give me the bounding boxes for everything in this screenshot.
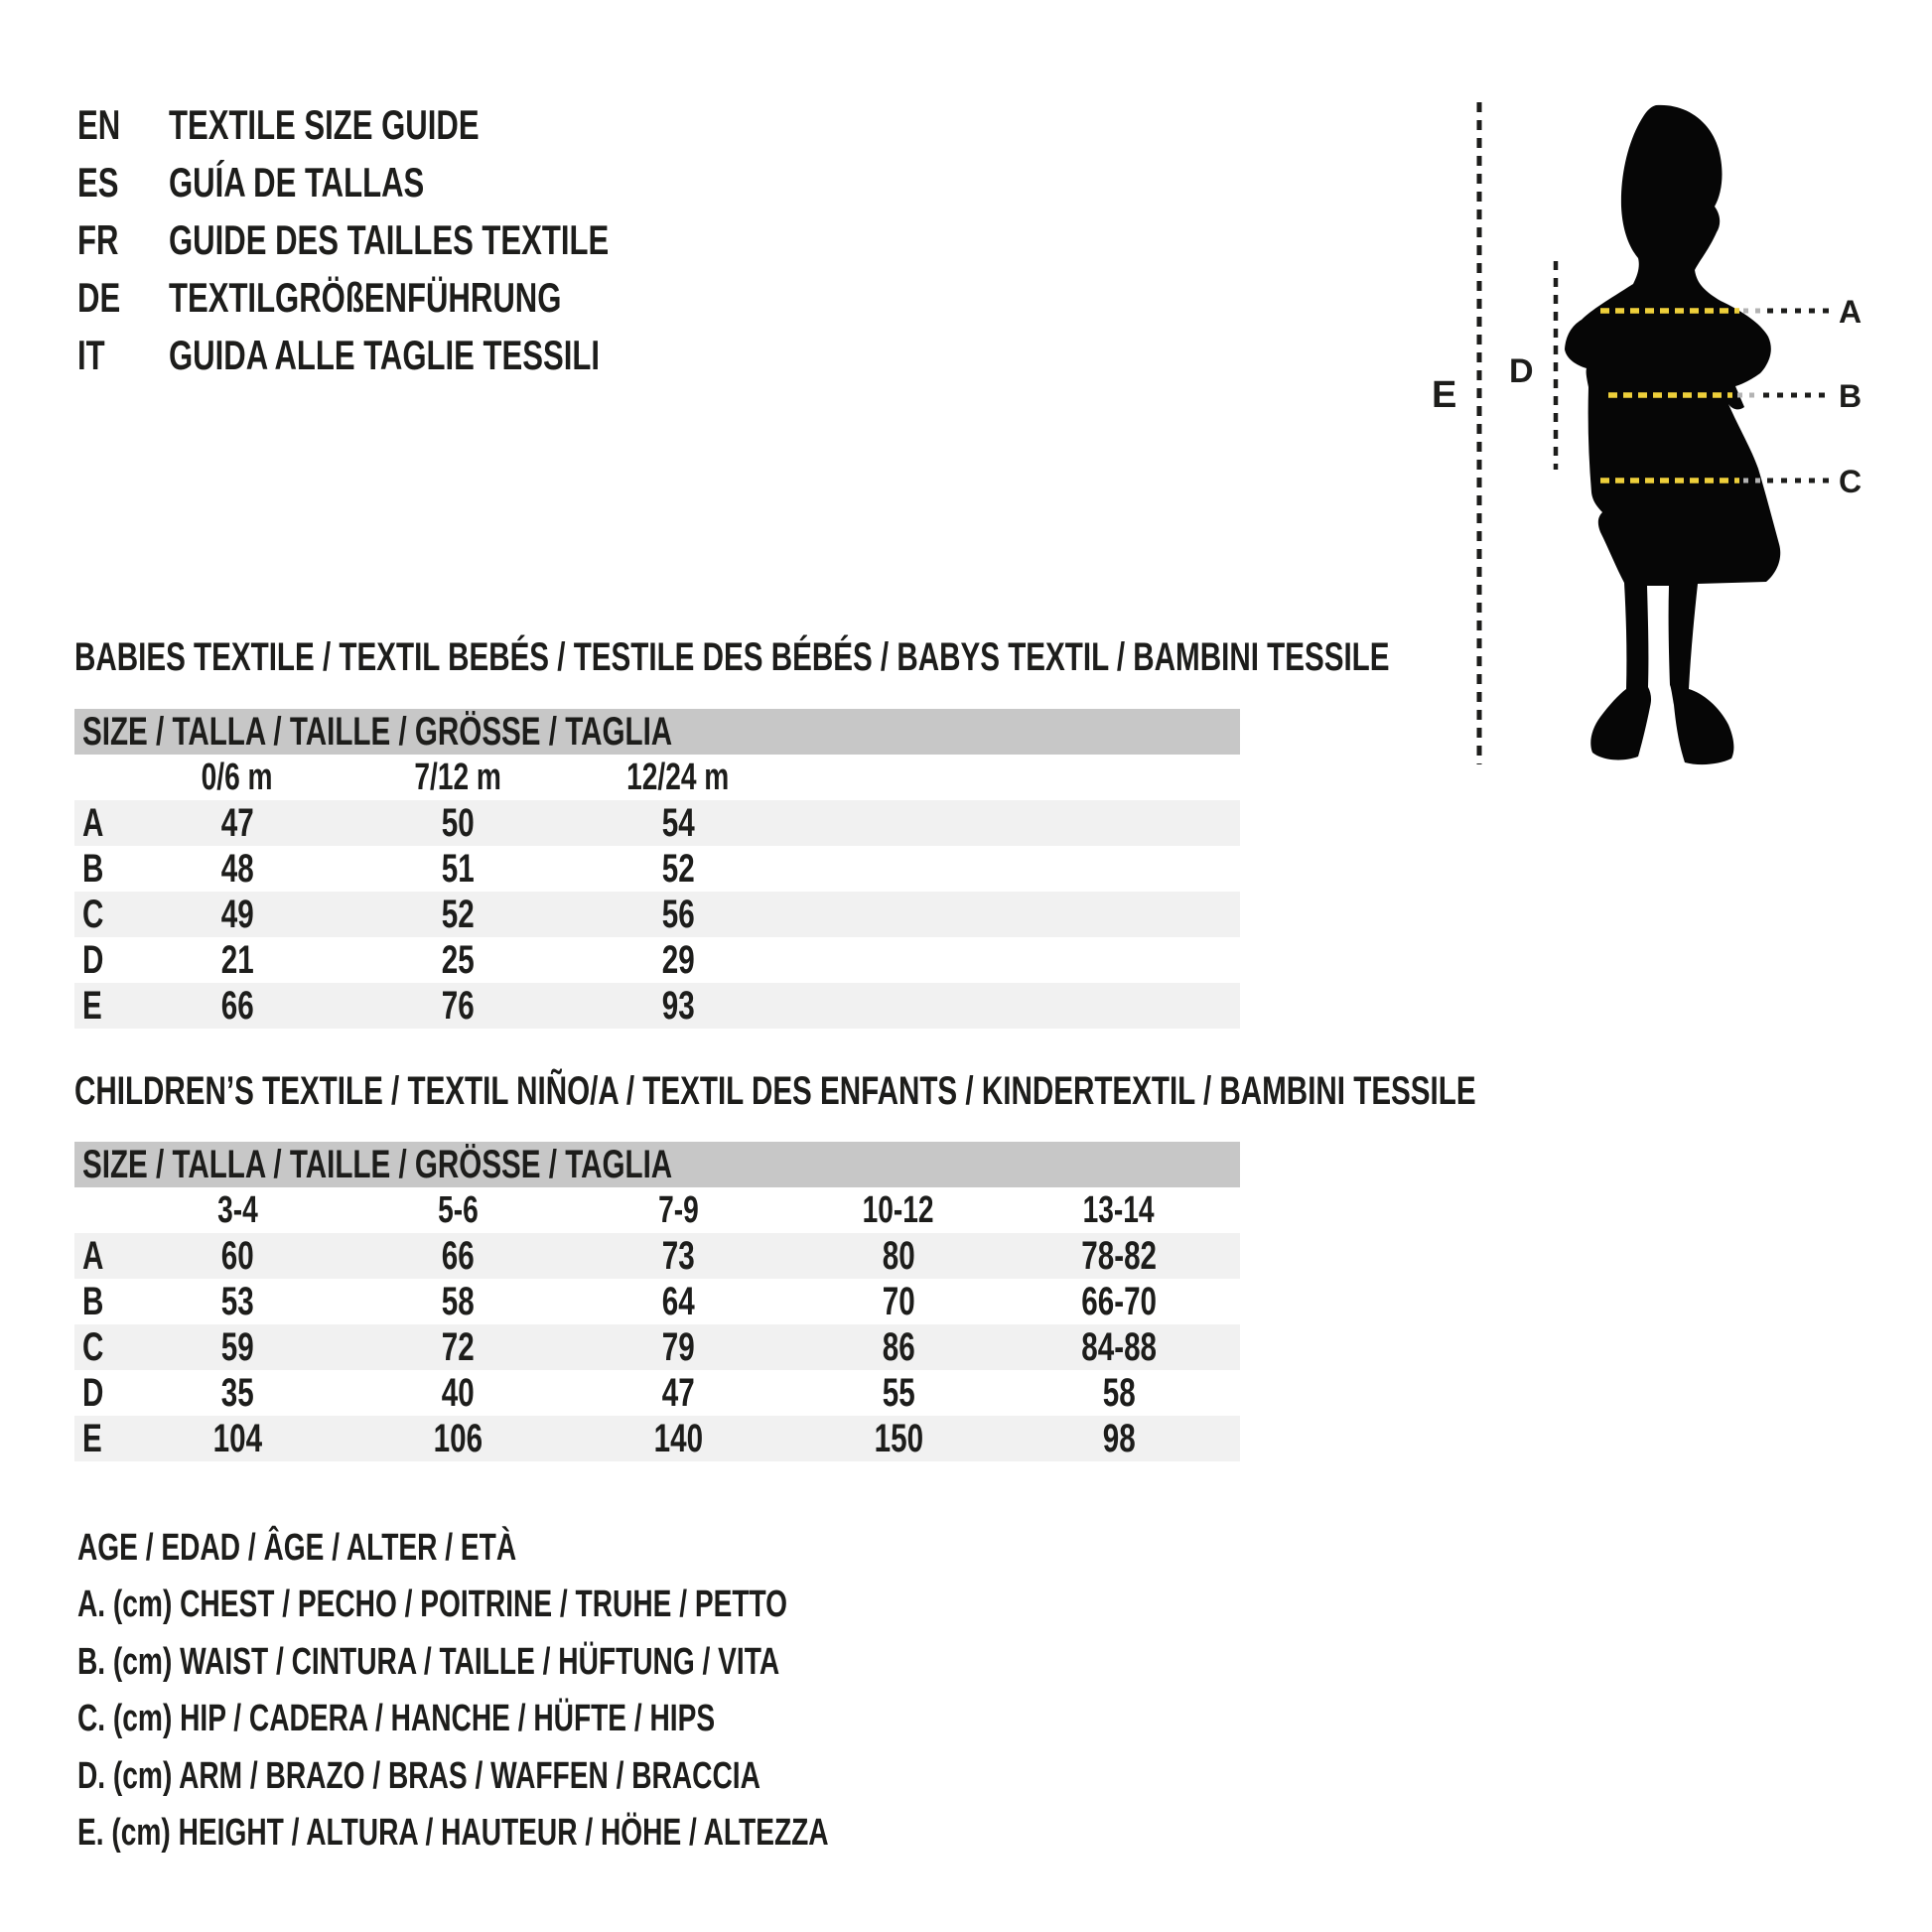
cell-value: 47 xyxy=(220,800,254,845)
cell-value: 58 xyxy=(1102,1370,1136,1415)
legend-line-hip: C. (cm) HIP / CADERA / HANCHE / HÜFTE / HIPS xyxy=(77,1698,716,1740)
cell-value: 25 xyxy=(441,937,475,982)
row-label: D xyxy=(82,937,104,982)
row-label: E xyxy=(82,983,102,1028)
row-label: C xyxy=(82,892,104,936)
language-code: ES xyxy=(77,159,119,206)
cell-value: 104 xyxy=(212,1416,262,1460)
table-row-a xyxy=(74,1233,1240,1279)
table-row-b xyxy=(74,846,1240,892)
cell-value: 50 xyxy=(441,800,475,845)
babies-column-header-row xyxy=(74,755,1240,800)
children-section-heading: CHILDREN’S TEXTILE / TEXTIL NIÑO/A / TEXTIL DES ENFANTS / KINDERTEXTIL / BAMBINI TESSILE xyxy=(74,1069,1476,1113)
legend-line-height: E. (cm) HEIGHT / ALTURA / HAUTEUR / HÖHE / ALTEZZA xyxy=(77,1812,829,1855)
babies-size-table xyxy=(74,709,1240,1029)
cell-value: 93 xyxy=(661,983,695,1028)
cell-value: 60 xyxy=(220,1233,254,1278)
legend-line-age: AGE / EDAD / ÂGE / ALTER / ETÀ xyxy=(77,1527,517,1569)
legend-line-chest: A. (cm) CHEST / PECHO / POITRINE / TRUHE / PETTO xyxy=(77,1584,788,1626)
legend-line-arm: D. (cm) ARM / BRAZO / BRAS / WAFFEN / BRACCIA xyxy=(77,1754,760,1797)
babies-size-header-bar: SIZE / TALLA / TAILLE / GRÖSSE / TAGLIA xyxy=(74,709,1240,755)
cell-value: 106 xyxy=(433,1416,483,1460)
children-size-table xyxy=(74,1142,1240,1461)
row-label: A xyxy=(82,1233,104,1278)
table-row-b xyxy=(74,1279,1240,1324)
cell-value: 70 xyxy=(882,1279,915,1323)
row-label: C xyxy=(82,1324,104,1369)
cell-value: 51 xyxy=(441,846,475,891)
babies-section-heading: BABIES TEXTILE / TEXTIL BEBÉS / TESTILE DES BÉBÉS / BABYS TEXTIL / BAMBINI TESSILE xyxy=(74,635,1390,679)
children-col-1: 5-6 xyxy=(437,1188,479,1231)
cell-value: 59 xyxy=(220,1324,254,1369)
row-label: E xyxy=(82,1416,102,1460)
cell-value: 73 xyxy=(661,1233,695,1278)
table-row-c xyxy=(74,1324,1240,1370)
legend-line-waist: B. (cm) WAIST / CINTURA / TAILLE / HÜFTUNG / VITA xyxy=(77,1640,780,1683)
language-title-block xyxy=(77,96,763,384)
cell-value: 47 xyxy=(661,1370,695,1415)
cell-value: 64 xyxy=(661,1279,695,1323)
cell-value: 66 xyxy=(441,1233,475,1278)
cell-value: 98 xyxy=(1102,1416,1136,1460)
table-row-e xyxy=(74,1416,1240,1461)
cell-value: 66-70 xyxy=(1081,1279,1157,1323)
cell-value: 48 xyxy=(220,846,254,891)
figure-label-b: B xyxy=(1839,378,1863,414)
language-row-it xyxy=(77,327,763,384)
language-code: FR xyxy=(77,216,119,263)
language-title: TEXTILGRÖßENFÜHRUNG xyxy=(169,274,562,321)
cell-value: 56 xyxy=(661,892,695,936)
cell-value: 35 xyxy=(220,1370,254,1415)
cell-value: 66 xyxy=(220,983,254,1028)
cell-value: 79 xyxy=(661,1324,695,1369)
cell-value: 86 xyxy=(882,1324,915,1369)
cell-value: 78-82 xyxy=(1081,1233,1157,1278)
children-col-3: 10-12 xyxy=(863,1188,934,1231)
cell-value: 84-88 xyxy=(1081,1324,1157,1369)
row-label: A xyxy=(82,800,104,845)
language-row-fr xyxy=(77,211,763,269)
language-row-es xyxy=(77,154,763,211)
row-label: D xyxy=(82,1370,104,1415)
cell-value: 29 xyxy=(661,937,695,982)
babies-col-1: 7/12 m xyxy=(414,756,501,798)
language-code: IT xyxy=(77,332,105,378)
cell-value: 53 xyxy=(220,1279,254,1323)
language-title: GUÍA DE TALLAS xyxy=(169,159,425,206)
babies-col-2: 12/24 m xyxy=(626,756,730,798)
table-row-d xyxy=(74,937,1240,983)
cell-value: 52 xyxy=(441,892,475,936)
cell-value: 58 xyxy=(441,1279,475,1323)
figure-label-d: D xyxy=(1509,352,1534,390)
row-label: B xyxy=(82,1279,104,1323)
cell-value: 52 xyxy=(661,846,695,891)
table-row-d xyxy=(74,1370,1240,1416)
children-column-header-row xyxy=(74,1187,1240,1233)
cell-value: 55 xyxy=(882,1370,915,1415)
figure-label-c: C xyxy=(1839,464,1863,499)
cell-value: 72 xyxy=(441,1324,475,1369)
language-code: DE xyxy=(77,274,121,321)
language-row-de xyxy=(77,269,763,327)
cell-value: 80 xyxy=(882,1233,915,1278)
children-col-2: 7-9 xyxy=(657,1188,699,1231)
cell-value: 140 xyxy=(653,1416,703,1460)
language-title: GUIDE DES TAILLES TEXTILE xyxy=(169,216,610,263)
cell-value: 40 xyxy=(441,1370,475,1415)
table-row-c xyxy=(74,892,1240,937)
children-col-0: 3-4 xyxy=(216,1188,258,1231)
children-size-header-bar: SIZE / TALLA / TAILLE / GRÖSSE / TAGLIA xyxy=(74,1142,1240,1187)
cell-value: 54 xyxy=(661,800,695,845)
figure-label-e: E xyxy=(1432,374,1457,416)
language-row-en xyxy=(77,96,763,154)
cell-value: 76 xyxy=(441,983,475,1028)
cell-value: 150 xyxy=(874,1416,923,1460)
language-code: EN xyxy=(77,101,121,148)
table-row-a xyxy=(74,800,1240,846)
language-title: TEXTILE SIZE GUIDE xyxy=(169,101,480,148)
figure-label-a: A xyxy=(1839,294,1863,330)
babies-col-0: 0/6 m xyxy=(202,756,273,798)
cell-value: 21 xyxy=(220,937,254,982)
children-col-4: 13-14 xyxy=(1083,1188,1155,1231)
cell-value: 49 xyxy=(220,892,254,936)
language-title: GUIDA ALLE TAGLIE TESSILI xyxy=(169,332,600,378)
table-row-e xyxy=(74,983,1240,1029)
measurement-legend xyxy=(77,1520,1092,1862)
row-label: B xyxy=(82,846,104,891)
